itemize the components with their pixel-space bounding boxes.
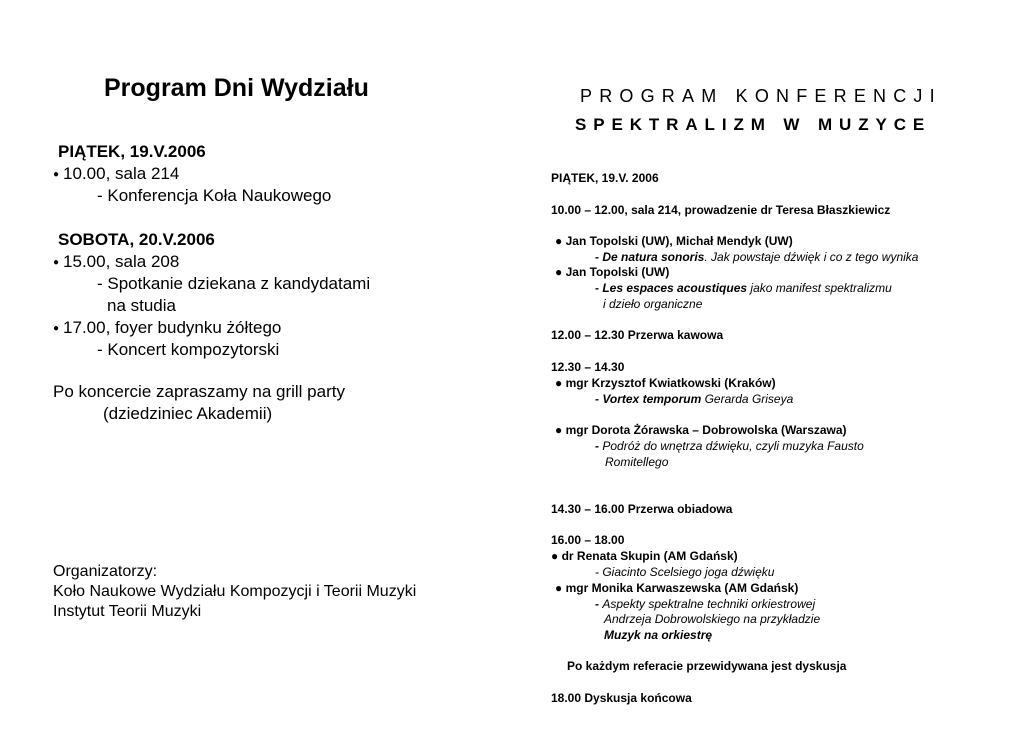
talk-title-cont: i dzieło organiczne bbox=[603, 297, 703, 311]
closing-discussion: 18.00 Dyskusja końcowa bbox=[551, 691, 692, 705]
speaker-entry bbox=[555, 234, 793, 248]
saturday-item-time bbox=[53, 252, 179, 272]
speaker-name: Jan Topolski (UW), Michał Mendyk (UW) bbox=[565, 234, 793, 248]
bullet-icon: ● bbox=[555, 234, 563, 248]
speaker-name: mgr Monika Karwaszewska (AM Gdańsk) bbox=[565, 581, 799, 595]
speaker-entry bbox=[551, 549, 738, 563]
organizer-item: Instytut Teorii Muzyki bbox=[53, 603, 202, 620]
conference-day: PIĄTEK, 19.V. 2006 bbox=[551, 171, 659, 185]
item-time-text: 17.00, foyer budynku żółtego bbox=[63, 318, 282, 337]
lunch-break: 14.30 – 16.00 Przerwa obiadowa bbox=[551, 502, 733, 516]
session-heading: 12.30 – 14.30 bbox=[551, 360, 625, 374]
speaker-name: Jan Topolski (UW) bbox=[565, 265, 670, 279]
talk-title: - Podróż do wnętrza dźwięku, czyli muzyka Fausto bbox=[595, 439, 864, 453]
speaker-name: mgr Krzysztof Kwiatkowski (Kraków) bbox=[565, 376, 776, 390]
speaker-entry bbox=[555, 376, 776, 390]
conference-subtitle: SPEKTRALIZM W MUZYCE bbox=[575, 115, 932, 134]
bullet-icon: ● bbox=[555, 376, 563, 390]
bullet-icon: ● bbox=[555, 423, 563, 437]
page-title: Program Dni Wydziału bbox=[104, 74, 369, 102]
session-heading: 10.00 – 12.00, sala 214, prowadzenie dr Teresa Błaszkiewicz bbox=[551, 203, 891, 217]
organizers-label: Organizatorzy: bbox=[53, 563, 158, 580]
item-time-text: 10.00, sala 214 bbox=[63, 164, 180, 183]
saturday-item-time bbox=[53, 318, 281, 338]
talk-title-cont: Romitellego bbox=[605, 455, 669, 469]
item-time-text: 15.00, sala 208 bbox=[63, 252, 180, 271]
speaker-name: mgr Dorota Żórawska – Dobrowolska (Warszawa) bbox=[565, 423, 847, 437]
party-location: (dziedziniec Akademii) bbox=[103, 404, 273, 423]
speaker-name: dr Renata Skupin (AM Gdańsk) bbox=[561, 549, 738, 563]
speaker-entry bbox=[555, 265, 669, 279]
bullet-icon: ● bbox=[555, 265, 563, 279]
session-heading: 16.00 – 18.00 bbox=[551, 533, 625, 547]
talk-title: - Vortex temporum Gerarda Griseya bbox=[595, 392, 794, 406]
bullet-icon: ● bbox=[551, 549, 559, 563]
party-note: Po koncercie zapraszamy na grill party bbox=[53, 382, 345, 401]
friday-item-time bbox=[53, 164, 179, 184]
speaker-entry bbox=[555, 423, 847, 437]
talk-title: - Les espaces acoustiques jako manifest spektralizmu bbox=[595, 281, 892, 295]
talk-title: - Aspekty spektralne techniki orkiestrowej bbox=[595, 597, 816, 611]
bullet-icon: ● bbox=[53, 169, 60, 181]
organizer-item: Koło Naukowe Wydziału Kompozycji i Teorii Muzyki bbox=[53, 583, 417, 600]
coffee-break: 12.00 – 12.30 Przerwa kawowa bbox=[551, 328, 724, 342]
saturday-item-desc-cont: na studia bbox=[107, 296, 176, 315]
discussion-note: Po każdym referacie przewidywana jest dyskusja bbox=[567, 659, 847, 673]
talk-title: - Giacinto Scelsiego joga dźwięku bbox=[595, 565, 775, 579]
friday-item-desc: - Konferencja Koła Naukowego bbox=[97, 186, 332, 205]
talk-title-work: Muzyk na orkiestrę bbox=[604, 628, 713, 642]
talk-title-cont: Andrzeja Dobrowolskiego na przykładzie bbox=[604, 612, 821, 626]
bullet-icon: ● bbox=[53, 323, 60, 335]
bullet-icon: ● bbox=[53, 257, 60, 269]
bullet-icon: ● bbox=[555, 581, 563, 595]
saturday-item-desc: - Koncert kompozytorski bbox=[97, 340, 280, 359]
friday-heading: PIĄTEK, 19.V.2006 bbox=[58, 142, 206, 161]
saturday-item-desc: - Spotkanie dziekana z kandydatami bbox=[97, 274, 371, 293]
talk-title: - De natura sonoris. Jak powstaje dźwięk i co z tego wynika bbox=[595, 250, 919, 264]
speaker-entry bbox=[555, 581, 798, 595]
conference-title: PROGRAM KONFERENCJI bbox=[580, 86, 942, 106]
saturday-heading: SOBOTA, 20.V.2006 bbox=[58, 230, 215, 249]
